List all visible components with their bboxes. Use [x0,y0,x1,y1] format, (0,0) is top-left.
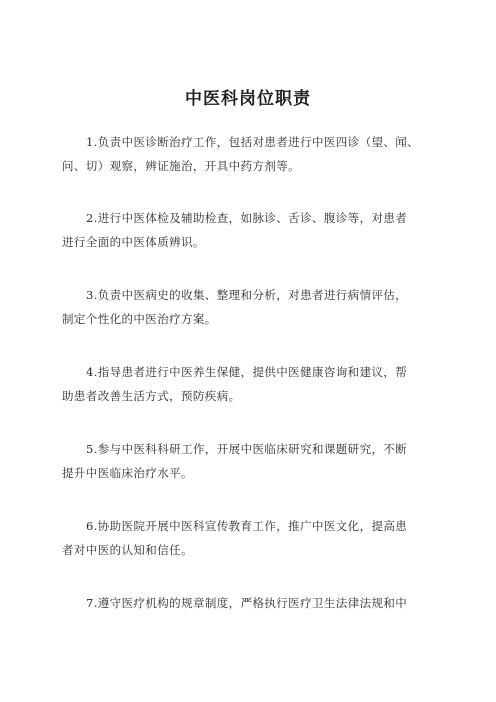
paragraph-line: 6.协助医院开展中医科宣传教育工作，推广中医文化，提高患 [86,519,408,533]
paragraph-line: 提升中医临床治疗水平。 [62,466,193,480]
paragraph-line: 5.参与中医科科研工作，开展中医临床研究和课题研究，不断 [86,442,408,456]
duty-paragraph-6 [62,514,434,562]
duty-paragraph-4 [62,360,434,408]
paragraph-line: 3.负责中医病史的收集、整理和分析，对患者进行病情评估， [86,288,408,302]
paragraph-line: 2.进行中医体检及辅助检查，如脉诊、舌诊、腹诊等，对患者 [86,211,408,225]
paragraph-line: 助患者改善生活方式，预防疾病。 [62,389,241,403]
paragraph-line: 1.负责中医诊断治疗工作，包括对患者进行中医四诊（望、闻、 [86,135,420,149]
paragraph-line: 7.遵守医疗机构的规章制度，严格执行医疗卫生法律法规和中 [86,596,408,610]
paragraph-line: 4.指导患者进行中医养生保健，提供中医健康咨询和建议，帮 [86,365,408,379]
duty-paragraph-3 [62,283,434,331]
paragraph-line: 问、切）观察，辨证施治，开具中药方剂等。 [62,159,300,173]
duty-paragraph-2 [62,206,434,254]
paragraph-line: 者对中医的认知和信任。 [62,543,193,557]
duty-paragraph-1 [62,130,434,178]
paragraph-line: 制定个性化的中医治疗方案。 [62,312,217,326]
paragraph-line: 进行全面的中医体质辨识。 [62,235,205,249]
duty-paragraph-7 [62,591,434,615]
duty-paragraph-5 [62,437,434,485]
page-title: 中医科岗位职责 [185,89,311,109]
